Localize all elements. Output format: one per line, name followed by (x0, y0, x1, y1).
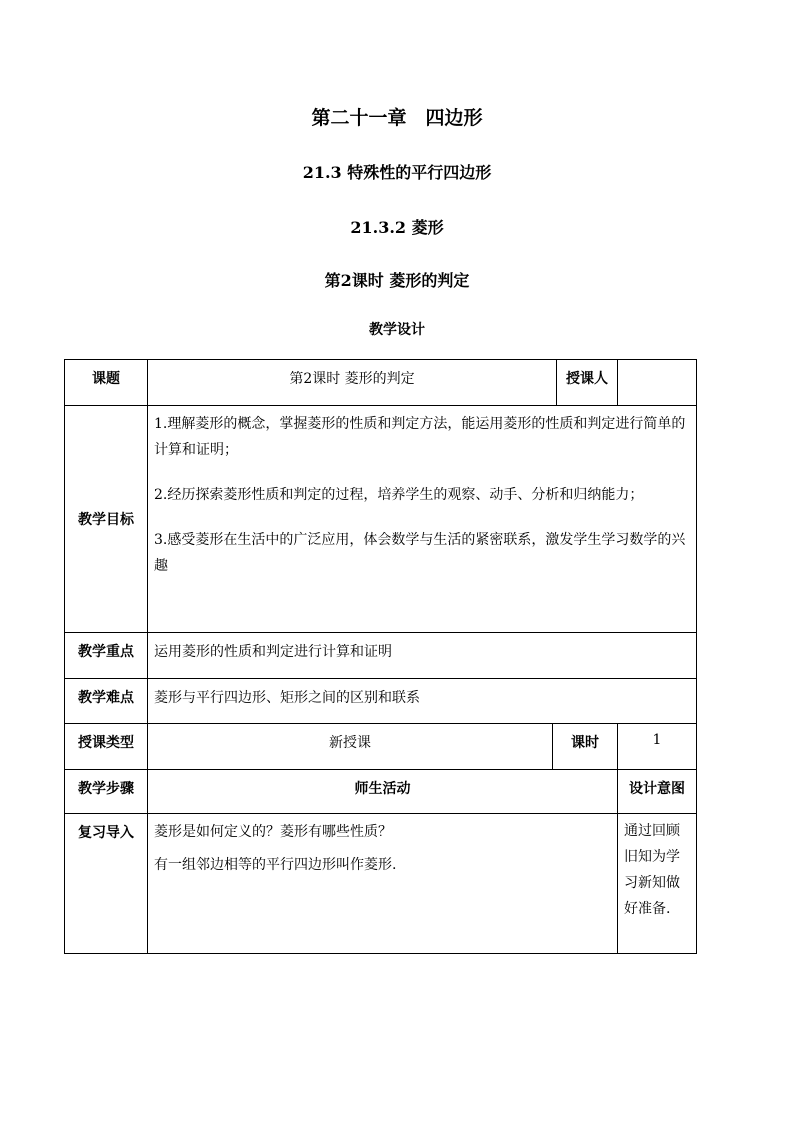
teacher-value (618, 360, 697, 406)
goal-item: 1.理解菱形的概念，掌握菱形的性质和判定方法，能运用菱形的性质和判定进行简单的计算和证明； (154, 416, 686, 458)
difficulty-value: 菱形与平行四边形、矩形之间的区别和联系 (148, 679, 697, 724)
lesson-type-label: 授课类型 (65, 724, 148, 770)
lesson-type-row (65, 724, 697, 770)
goal-item: 2.经历探索菱形性质和判定的过程，培养学生的观察、动手、分析和归纳能力； (154, 487, 644, 503)
intent-label: 设计意图 (618, 770, 697, 814)
steps-header-row (65, 770, 697, 814)
lesson-type-value: 新授课 (148, 724, 553, 770)
activity-label: 师生活动 (148, 770, 618, 814)
lesson-heading: 第2课时 菱形的判定 (324, 271, 470, 290)
hours-value: 1 (618, 724, 697, 770)
topic-value: 第2课时 菱形的判定 (148, 360, 557, 406)
review-step-label: 复习导入 (65, 814, 148, 954)
difficulty-label: 教学难点 (65, 679, 148, 724)
difficulty-row (65, 679, 697, 724)
key-point-label: 教学重点 (65, 633, 148, 679)
goal-item: 3.感受菱形在生活中的广泛应用，体会数学与生活的紧密联系，激发学生学习数学的兴趣 (154, 532, 686, 574)
topic-label: 课题 (65, 360, 148, 406)
topic-row (65, 360, 697, 406)
key-point-value: 运用菱形的性质和判定进行计算和证明 (148, 633, 697, 679)
steps-label: 教学步骤 (65, 770, 148, 814)
review-step-activity (148, 814, 618, 954)
teacher-label: 授课人 (557, 360, 618, 406)
chapter-heading: 第二十一章 四边形 (311, 107, 483, 129)
document-title: 教学设计 (369, 322, 425, 338)
lesson-plan-table (64, 359, 697, 954)
section-heading: 21.3 特殊性的平行四边形 (302, 163, 492, 182)
goals-label: 教学目标 (65, 406, 148, 633)
activity-line: 菱形是如何定义的？菱形有哪些性质？ (154, 824, 392, 840)
activity-line: 有一组邻边相等的平行四边形叫作菱形. (154, 857, 397, 873)
subsection-heading: 21.3.2 菱形 (350, 218, 444, 237)
hours-label: 课时 (553, 724, 618, 770)
goals-row (65, 406, 697, 633)
key-point-row (65, 633, 697, 679)
review-step-intent: 通过回顾旧知为学习新知做好准备. (624, 823, 681, 917)
review-step-row (65, 814, 697, 954)
goals-cell (148, 406, 697, 633)
review-step-intent-cell (618, 814, 697, 954)
